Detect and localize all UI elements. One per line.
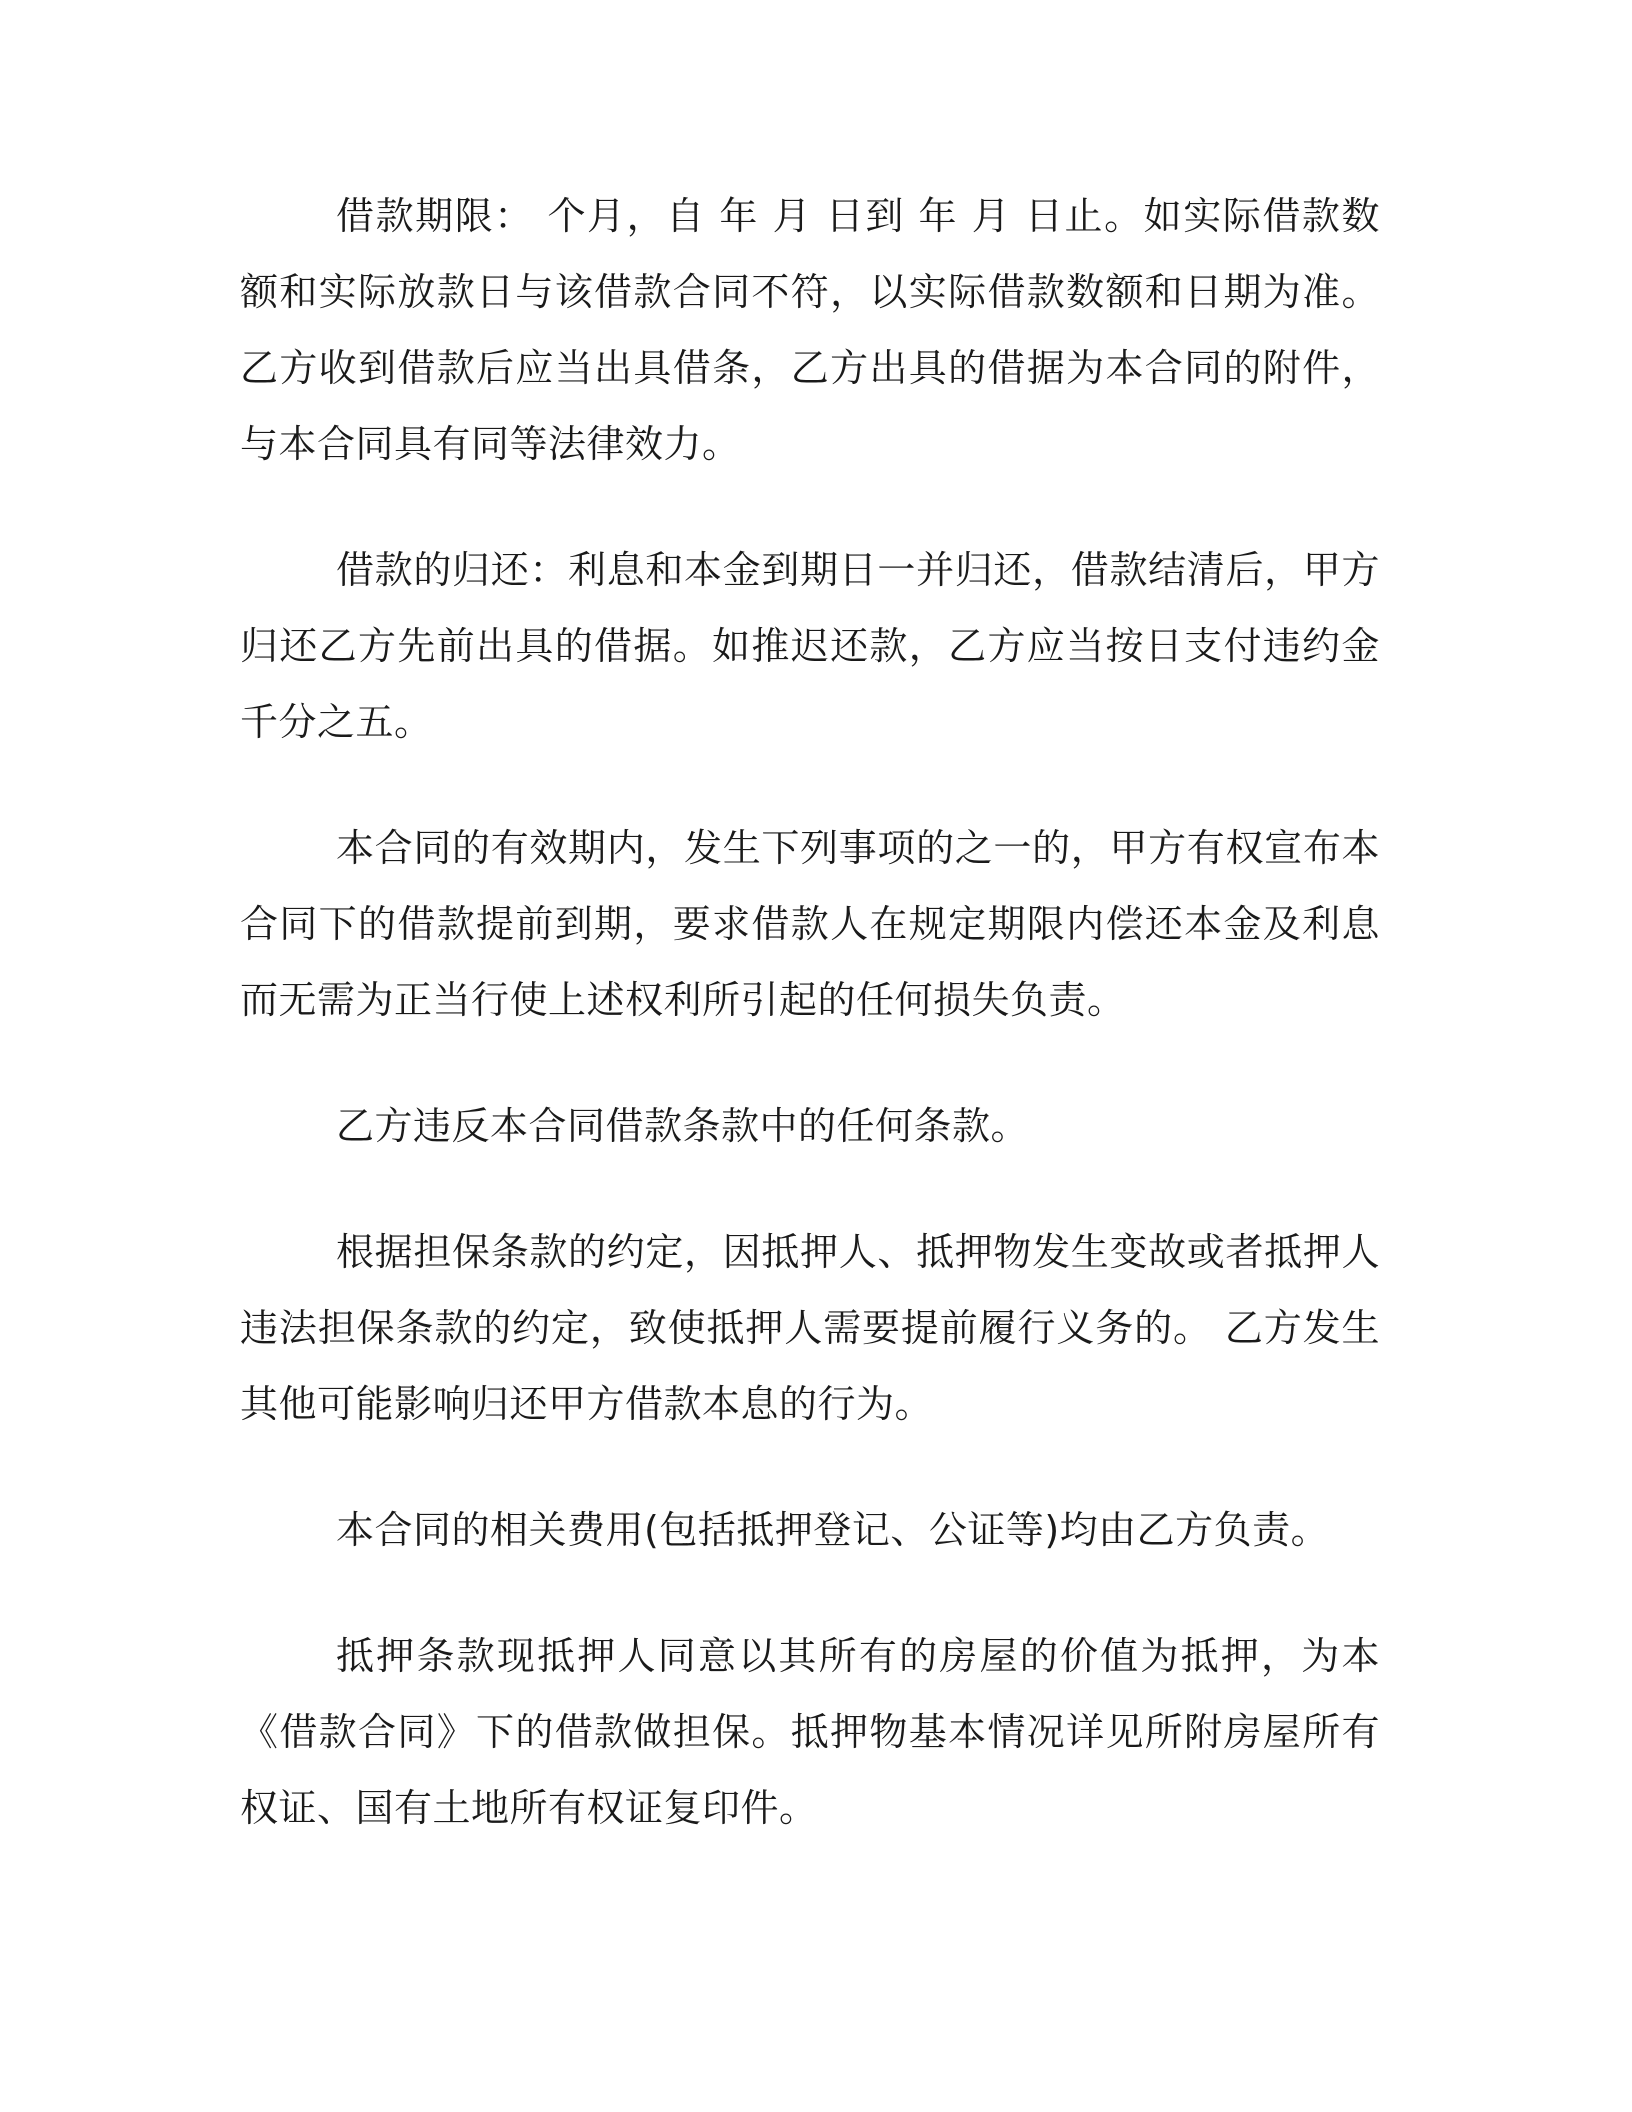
paragraph-loan-repayment: 借款的归还：利息和本金到期日一并归还，借款结清后，甲方归还乙方先前出具的借据。如推迟还款，乙方应当按日支付违约金千分之五。 [240,548,1380,744]
paragraph-guarantee-change: 根据担保条款的约定，因抵押人、抵押物发生变故或者抵押人违法担保条款的约定，致使抵押人需要提前履行义务的。 乙方发生其他可能影响归还甲方借款本息的行为。 [240,1230,1380,1426]
paragraph-mortgage-clause: 抵押条款现抵押人同意以其所有的房屋的价值为抵押，为本《借款合同》下的借款做担保。抵押物基本情况详见所附房屋所有权证、国有土地所有权证复印件。 [240,1634,1380,1830]
paragraph-breach: 乙方违反本合同借款条款中的任何条款。 [336,1104,1030,1148]
paragraph-early-maturity: 本合同的有效期内，发生下列事项的之一的，甲方有权宣布本合同下的借款提前到期，要求借款人在规定期限内偿还本金及利息而无需为正当行使上述权利所引起的任何损失负责。 [240,826,1380,1022]
paragraph-loan-term: 借款期限： 个月，自 年 月 日到 年 月 日止。如实际借款数额和实际放款日与该借款合同不符，以实际借款数额和日期为准。乙方收到借款后应当出具借条，乙方出具的借据为本合同的附件，与本合同具有同等法律效力。 [240,194,1380,466]
document-body [240,178,1380,1896]
paragraph-fees: 本合同的相关费用(包括抵押登记、公证等)均由乙方负责。 [336,1508,1330,1552]
